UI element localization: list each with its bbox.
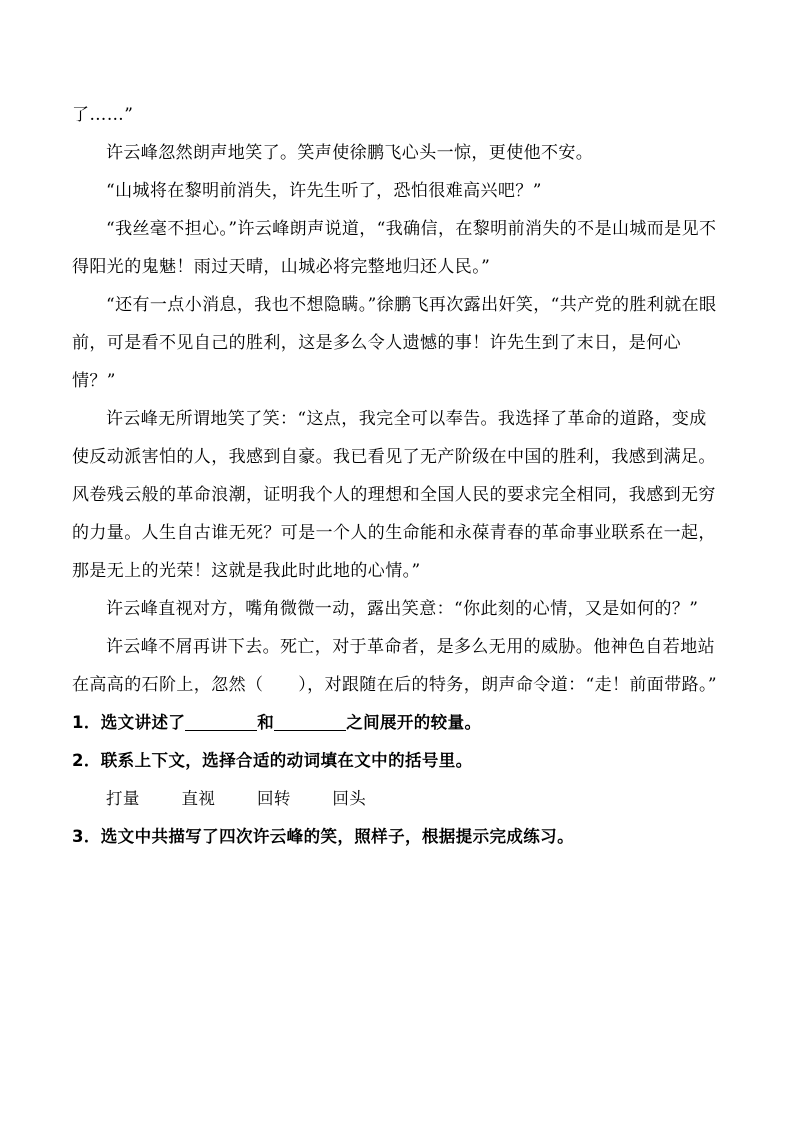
question-1-middle: 和 [257,713,275,732]
question-2: 2．联系上下文，选择合适的动词填在文中的括号里。 [72,751,473,770]
passage-paragraph: 许云峰不屑再讲下去。死亡，对于革命者，是多么无用的威胁。他神色自若地站在高高的石阶上，忽然（ ），对跟随在后的特务，朗声命令道：“走！前面带路。” [72,637,717,695]
question-1 [72,704,722,742]
passage-paragraph: “还有一点小消息，我也不想隐瞒。”徐鹏飞再次露出奸笑，“共产党的胜利就在眼前，可是看不见自己的胜利，这是多么令人遗憾的事！许先生到了末日，是何心情？” [72,295,717,391]
question-1-prefix: 1．选文讲述了 [72,713,186,732]
passage-paragraph: 了……” [72,105,134,125]
passage-paragraph: “山城将在黎明前消失，许先生听了，恐怕很难高兴吧？” [106,181,542,201]
passage-paragraph: “我丝毫不担心。”许云峰朗声说道，“我确信，在黎明前消失的不是山城而是见不得阳光的鬼魅！雨过天晴，山城必将完整地归还人民。” [72,219,717,277]
verb-options [72,780,722,818]
verb-option: 回转 [256,789,291,808]
verb-option: 回头 [332,789,367,808]
answer-blank[interactable] [274,712,346,731]
question-1-suffix: 之间展开的较量。 [346,713,482,732]
passage-paragraph: 许云峰忽然朗声地笑了。笑声使徐鹏飞心头一惊，更使他不安。 [106,143,594,163]
passage-paragraph: 许云峰直视对方，嘴角微微一动，露出笑意：“你此刻的心情，又是如何的？” [106,599,699,619]
question-3: 3．选文中共描写了四次许云峰的笑，照样子，根据提示完成练习。 [72,827,574,846]
document-body [72,96,722,856]
verb-option: 打量 [106,789,140,808]
verb-option: 直视 [181,789,216,808]
answer-blank[interactable] [185,712,257,731]
passage-paragraph: 许云峰无所谓地笑了笑：“这点，我完全可以奉告。我选择了革命的道路，变成使反动派害怕的人，我感到自豪。我已看见了无产阶级在中国的胜利，我感到满足。风卷残云般的革命浪潮，证明我个人的理想和全国人民的要求完全相同，我感到无穷的力量。人生自古谁无死？可是一个人的生命能和永葆青春的革命事业联系在一起，那是无上的光荣！这就是我此时此地的心情。” [72,409,716,581]
